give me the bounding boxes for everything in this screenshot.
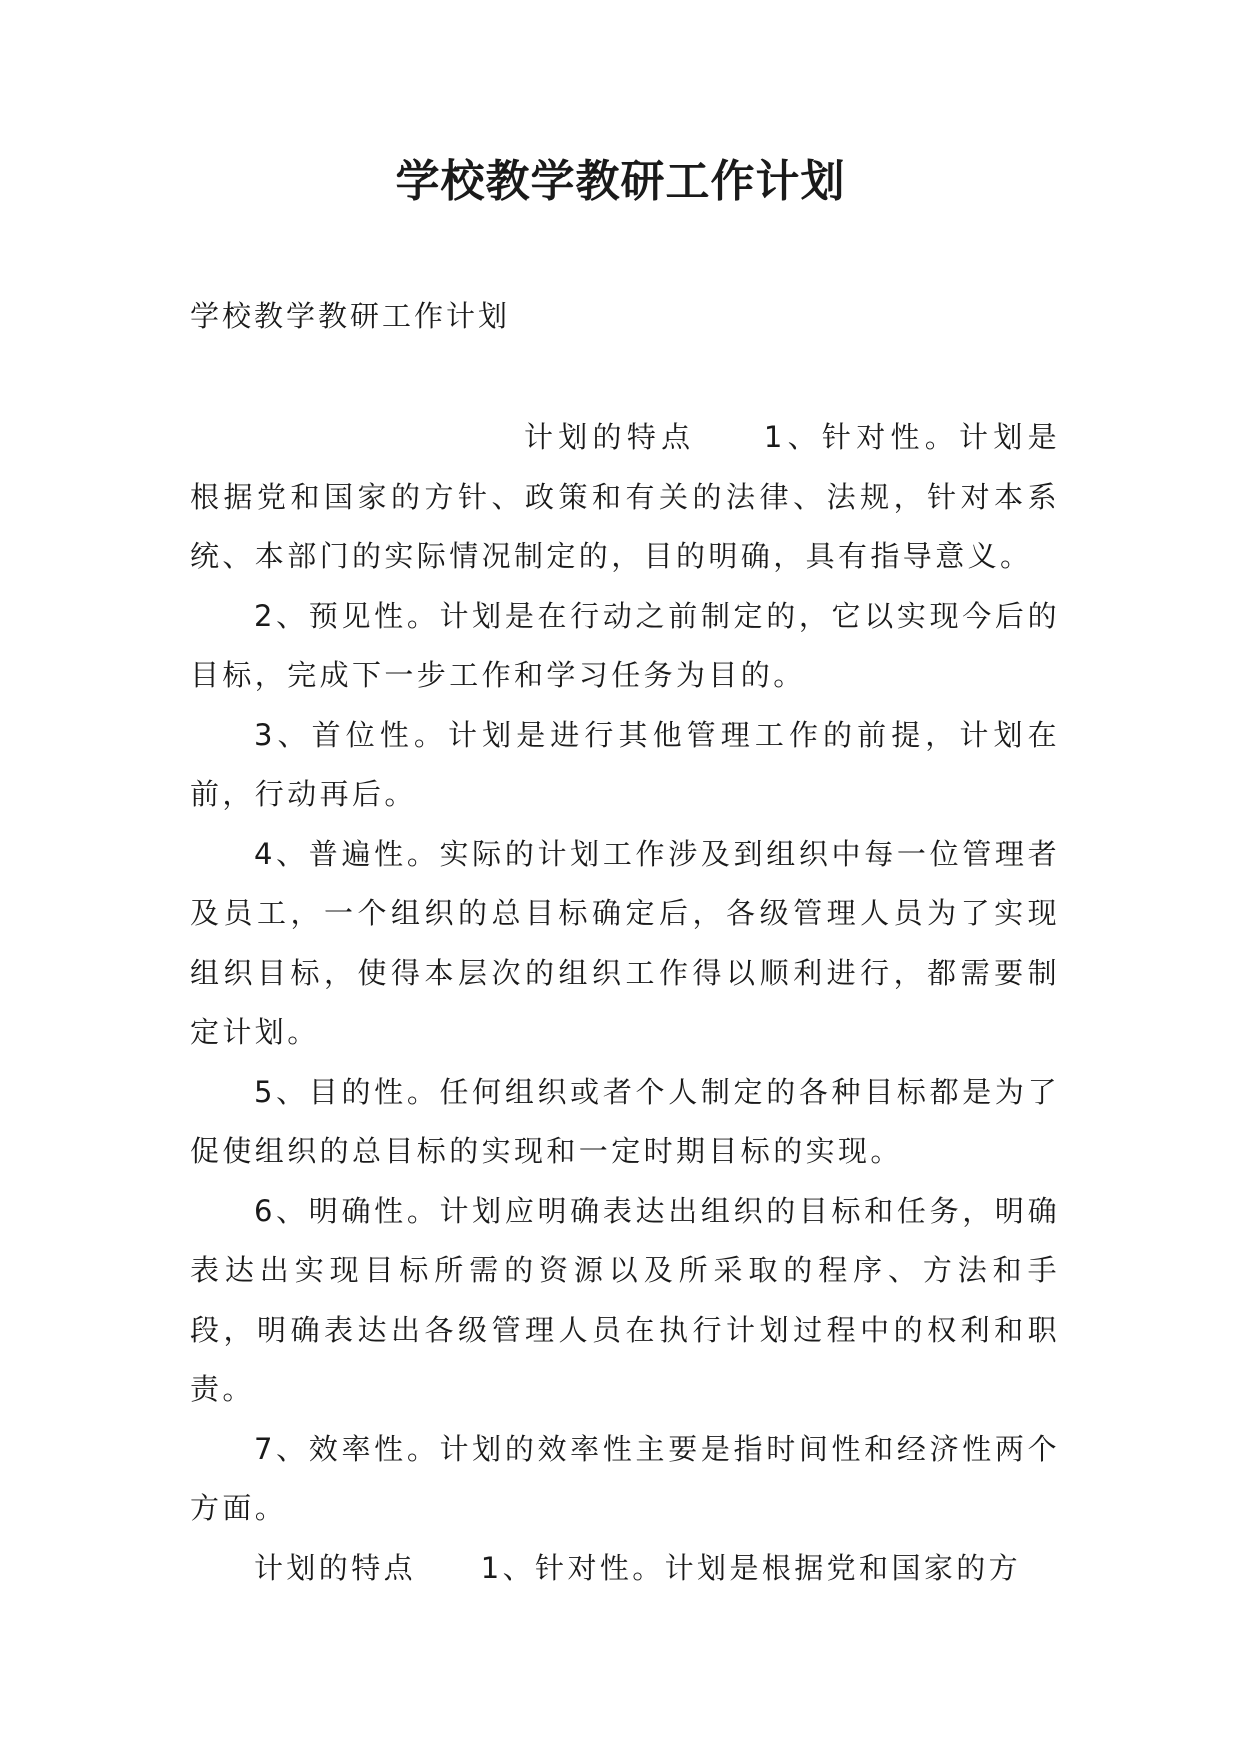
paragraph: 2、预见性。计划是在行动之前制定的，它以实现今后的目标，完成下一步工作和学习任务为目的。 [190, 598, 1060, 692]
document-subtitle: 学校教学教研工作计划 [190, 299, 511, 333]
document-body [190, 408, 1060, 1598]
paragraph: 6、明确性。计划应明确表达出组织的目标和任务，明确表达出实现目标所需的资源以及所采取的程序、方法和手段，明确表达出各级管理人员在执行计划过程中的权利和职责。 [190, 1193, 1060, 1406]
paragraph: 7、效率性。计划的效率性主要是指时间性和经济性两个方面。 [190, 1431, 1060, 1525]
paragraph: 计划的特点 1、针对性。计划是根据党和国家的方针、政策和有关的法律、法规，针对本系统、本部门的实际情况制定的，目的明确，具有指导意义。 [190, 420, 1060, 573]
paragraph: 计划的特点 1、针对性。计划是根据党和国家的方 [254, 1550, 1022, 1585]
paragraph: 5、目的性。任何组织或者个人制定的各种目标都是为了促使组织的总目标的实现和一定时期目标的实现。 [190, 1074, 1060, 1168]
document-title: 学校教学教研工作计划 [395, 156, 846, 207]
paragraph: 4、普遍性。实际的计划工作涉及到组织中每一位管理者及员工，一个组织的总目标确定后，各级管理人员为了实现组织目标，使得本层次的组织工作得以顺利进行，都需要制定计划。 [190, 836, 1060, 1049]
paragraph: 3、首位性。计划是进行其他管理工作的前提，计划在前，行动再后。 [190, 717, 1060, 811]
